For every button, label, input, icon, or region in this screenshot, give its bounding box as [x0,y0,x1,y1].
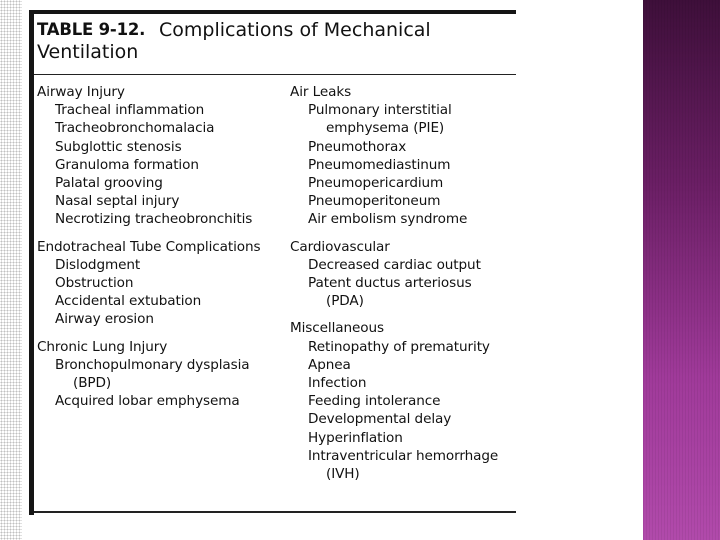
list-item: Patent ductus arteriosus [308,275,472,292]
list-item: Pneumopericardium [308,175,444,192]
list-item: Infection [308,375,367,392]
section-title: Air Leaks [290,84,352,100]
list-item: Granuloma formation [55,156,199,173]
table-title-line-1: Complications of Mechanical [159,19,431,41]
list-item: Intraventricular hemorrhage [308,447,499,464]
list-item: Pneumomediastinum [308,156,451,173]
table-left-rule [29,10,34,515]
list-item-continuation: (PDA) [326,293,364,310]
section-air-leaks [290,83,515,229]
section-endotracheal-tube [37,238,277,329]
list-item: Pneumoperitoneum [308,193,441,210]
left-column [37,83,277,419]
section-title: Airway Injury [37,84,125,100]
list-item: Retinopathy of prematurity [308,338,490,355]
list-item: Decreased cardiac output [308,256,481,273]
list-item: Dislodgment [55,256,141,273]
list-item: Air embolism syndrome [308,211,468,228]
table-header-rule [34,74,516,75]
list-item: Nasal septal injury [55,193,180,210]
section-title: Cardiovascular [290,238,390,255]
decorative-side-band [643,0,720,540]
list-item: Feeding intolerance [308,393,441,410]
list-item: Pulmonary interstitial [308,102,452,119]
list-item: Subglottic stenosis [55,138,182,155]
table-title-line-2: Ventilation [37,41,139,63]
section-title: Miscellaneous [290,320,385,337]
list-item: Pneumothorax [308,138,407,155]
section-title: Endotracheal Tube Complications [37,238,261,255]
section-title: Chronic Lung Injury [37,338,168,355]
list-item: Apnea [308,356,351,373]
list-item: Hyperinflation [308,429,403,446]
list-item: Obstruction [55,275,134,292]
table-label: TABLE 9-12. [37,20,146,39]
section-chronic-lung-injury [37,338,277,411]
list-item: Necrotizing tracheobronchitis [55,211,253,228]
list-item: Tracheal inflammation [55,102,205,119]
right-column [290,83,515,492]
list-item: Airway erosion [55,311,154,328]
section-cardiovascular [290,238,515,311]
list-item-continuation: emphysema (PIE) [326,120,445,137]
table-figure [29,10,516,515]
table-top-rule [34,10,516,14]
list-item: Developmental delay [308,411,452,428]
page-edge-texture [0,0,22,540]
list-item: Tracheobronchomalacia [55,120,215,137]
list-item-continuation: (BPD) [73,375,112,392]
list-item: Palatal grooving [55,175,163,192]
section-miscellaneous [290,319,515,483]
list-item-continuation: (IVH) [326,466,360,483]
section-airway-injury [37,83,277,229]
table-bottom-rule [34,511,516,513]
list-item: Bronchopulmonary dysplasia [55,356,250,373]
list-item: Accidental extubation [55,293,202,310]
list-item: Acquired lobar emphysema [55,393,240,410]
